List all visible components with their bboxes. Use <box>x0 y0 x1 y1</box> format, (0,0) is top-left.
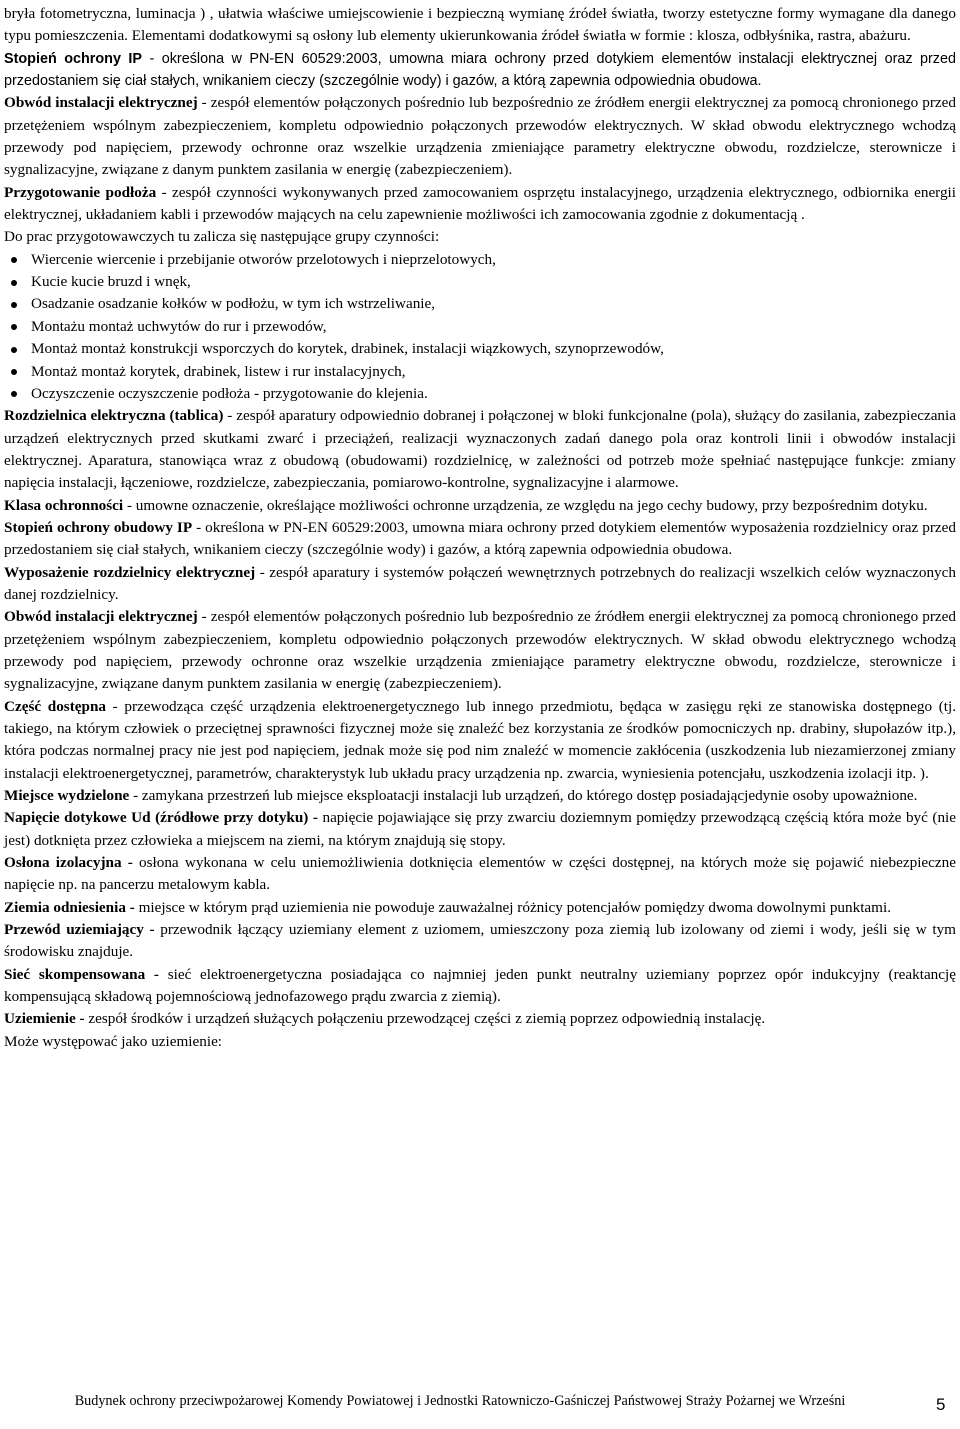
bullet-icon <box>11 280 17 286</box>
list-item: Wiercenie wiercenie i przebijanie otworów przelotowych i nieprzelotowych, <box>4 249 956 271</box>
term: Sieć skompensowana - <box>4 965 159 983</box>
footer-text: Budynek ochrony przeciwpożarowej Komendy Powiatowej i Jednostki Ratowniczo-Gaśniczej Państwowej Straży Pożarnej we Wrześni <box>74 1393 846 1409</box>
term: Miejsce wydzielone <box>4 787 130 805</box>
bullet-list <box>4 249 956 405</box>
paragraph-definition: Stopień ochrony obudowy IP - określona w PN-EN 60529:2003, umowna miara ochrony przed dotykiem elementów wyposażenia rozdzielnicy oraz przed przedostaniem się ciał stałych, wnikaniem cieczy (szczególnie wody) i gazów, a którą zapewnia odpowiednia obudowa. <box>4 518 956 559</box>
paragraph-definition: Wyposażenie rozdzielnicy elektrycznej - zespół aparatury i systemów połączeń wewnętrznych potrzebnych do realizacji wszelkich celów wyznaczonych danej rozdzielnicy. <box>4 563 956 603</box>
term: Stopień ochrony IP <box>4 50 143 67</box>
bullet-icon <box>11 302 17 308</box>
term: Klasa ochronności <box>4 496 124 514</box>
paragraph: Do prac przygotowawczych tu zalicza się następujące grupy czynności: <box>4 228 440 246</box>
bullet-icon <box>11 391 17 397</box>
list-item: Montaż montaż korytek, drabinek, listew i rur instalacyjnych, <box>4 361 956 383</box>
paragraph-definition: Miejsce wydzielone - zamykana przestrzeń lub miejsce eksploatacji instalacji lub urządzeń, do którego dostęp posiadającjedynie osoby upoważnione. <box>4 787 918 805</box>
term: Przygotowanie podłoża <box>4 183 157 201</box>
list-item: Montażu montaż uchwytów do rur i przewodów, <box>4 316 956 338</box>
paragraph-definition: Napięcie dotykowe Ud (źródłowe przy dotyku) - napięcie pojawiające się przy zwarciu doziemnym pomiędzy przewodzącą częścią która może być (nie jest) dotknięta przez człowieka a miejscem na ziemi, na którym znajdują się stopy. <box>4 809 956 849</box>
term: Obwód instalacji elektrycznej <box>4 94 198 112</box>
bullet-icon <box>11 369 17 375</box>
paragraph-definition: Stopień ochrony IP - określona w PN-EN 60529:2003, umowna miara ochrony przed dotykiem elementów instalacji elektrycznej oraz przed przedostaniem się ciał stałych, wnikaniem cieczy (szczególnie wody) i gazów, a którą zapewnia odpowiednia obudowa. <box>4 50 957 90</box>
term: Część dostępna <box>4 697 106 715</box>
bullet-icon <box>11 347 17 353</box>
bullet-icon <box>11 257 17 263</box>
paragraph: Może występować jako uziemienie: <box>4 1032 223 1050</box>
term: Wyposażenie rozdzielnicy elektrycznej <box>4 563 256 581</box>
term: Rozdzielnica elektryczna (tablica) <box>4 407 224 425</box>
page-number: 5 <box>936 1395 946 1414</box>
bullet-icon <box>11 324 17 330</box>
term: Osłona izolacyjna - <box>4 854 133 872</box>
paragraph-definition: Osłona izolacyjna - osłona wykonana w celu uniemożliwienia dotknięcia elementów w części dostępnej, na których może się pojawić niebezpieczne napięcie np. na pancerzu metalowym kabla. <box>4 854 956 894</box>
paragraph-definition: Przygotowanie podłoża - zespół czynności wykonywanych przed zamocowaniem osprzętu instalacyjnego, urządzenia elektrycznego, odbiornika energii elektrycznej, układaniem kabli i przewodów mających na celu zapewnienie możliwości ich zamocowania zgodnie z dokumentacją . <box>4 183 957 224</box>
term: Uziemienie - <box>4 1010 85 1028</box>
paragraph-definition: Część dostępna - przewodząca część urządzenia elektroenergetycznego lub innego przedmiotu, będąca w zasięgu ręki ze stanowiska dostępnego (tj. takiego, na którym człowiek o przeciętnej sprawności fizycznej może się znaleźć bez korzystania ze środków pomocniczych np. drabiny, słupołazów itp.), która podczas normalnej pracy nie jest pod napięciem, jednak może się pod nim znaleźć w momencie zakłócenia (uszkodzenia lub niezamierzonej zmiany instalacji elektroenergetycznej, parametrów, charakterystyk lub układu pracy urządzenia np. zwarcia, wyniesienia potencjału, uszkodzenia izolacji itp. ). <box>4 697 956 782</box>
list-item: Kucie kucie bruzd i wnęk, <box>4 271 956 293</box>
paragraph-definition: Ziemia odniesienia - miejsce w którym prąd uziemienia nie powoduje zauważalnej różnicy potencjałów pomiędzy dwoma dowolnymi punktami. <box>4 898 891 916</box>
paragraph-definition: Obwód instalacji elektrycznej - zespół elementów połączonych pośrednio lub bezpośrednio ze źródłem energii elektrycznej za pomocą chronionego przed przetężeniem wspólnym zabezpieczeniem, kompletu odpowiednio połączonych przewodów elektrycznych. W skład obwodu elektrycznego wchodzą przewody pod napięciem, przewody ochronne oraz wszelkie urządzenia zmieniające parametry elektryczne obwodu, rozdzielcze, sterownicze i sygnalizacyjne, związane danym punktem zasilania w energię (zabezpieczeniem). <box>4 608 956 693</box>
list-item: Oczyszczenie oczyszczenie podłoża - przygotowanie do klejenia. <box>4 383 956 405</box>
term: Przewód uziemiający - <box>4 921 155 939</box>
list-item: Montaż montaż konstrukcji wsporczych do korytek, drabinek, instalacji wiązkowych, szynoprzewodów, <box>4 338 956 360</box>
paragraph-definition: Uziemienie - zespół środków i urządzeń służących połączeniu przewodzącej części z ziemią poprzez odpowiednią instalację. <box>4 1010 766 1028</box>
paragraph-definition: Przewód uziemiający - przewodnik łączący uziemiany element z uziomem, umieszczony poza ziemią lub izolowany od ziemi i wody, jeśli się w tym środowisku znajduje. <box>4 921 956 961</box>
document-body <box>4 3 956 1053</box>
paragraph-definition: Klasa ochronności - umowne oznaczenie, określające możliwości ochronne urządzenia, ze względu na jego cechy budowy, przy bezpośrednim dotyku. <box>4 496 928 514</box>
paragraph-definition: Obwód instalacji elektrycznej - zespół elementów połączonych pośrednio lub bezpośrednio ze źródłem energii elektrycznej za pomocą chronionego przed przetężeniem wspólnym zabezpieczeniem, kompletu odpowiednio połączonych przewodów elektrycznych. W skład obwodu elektrycznego wchodzą przewody pod napięciem, przewody ochronne oraz wszelkie urządzenia zmieniające parametry elektryczne obwodu, rozdzielcze, sterownicze i sygnalizacyjne, związane z danym punktem zasilania w energię (zabezpieczeniem). <box>4 94 956 179</box>
term: Stopień ochrony obudowy IP <box>4 518 193 536</box>
term: Obwód instalacji elektrycznej <box>4 608 198 626</box>
term: Ziemia odniesienia - <box>4 898 135 916</box>
paragraph-definition: Sieć skompensowana - sieć elektroenergetyczna posiadająca co najmniej jeden punkt neutralny uziemiany poprzez opór indukcyjny (reaktancję kompensującą składową pojemnościową jednofazowego prądu zwarcia z ziemią). <box>4 965 956 1006</box>
list-item: Osadzanie osadzanie kołków w podłożu, w tym ich wstrzeliwanie, <box>4 293 956 315</box>
paragraph-definition: Rozdzielnica elektryczna (tablica) - zespół aparatury odpowiednio dobranej i połączonej w bloki funkcjonalne (pola), służący do zasilania, zabezpieczania urządzeń elektrycznych przed skutkami zwarć i przeciążeń, realizacji wyznaczonych zadań danego pola oraz kontroli linii i obwodów instalacji elektrycznej. Aparatura, stanowiąca wraz z obudową (obudowami) rozdzielnicę, w zależności od potrzeb może spełniać następujące funkcje: zmiany napięcia instalacji, łączeniowe, rozdzielcze, zabezpieczania, pomiarowo-kontrolne, sygnalizacyjne i alarmowe. <box>4 407 956 492</box>
term: Napięcie dotykowe Ud (źródłowe przy dotyku) - <box>4 809 318 827</box>
paragraph: bryła fotometryczna, luminacja ) , ułatwia właściwe umiejscowienie i bezpieczną wymianę źródeł światła, tworzy estetyczne formy wymagane dla danego typu pomieszczenia. Elementami dodatkowymi są osłony lub elementy ukierunkowania źródeł światła w formie : klosza, odbłyśnika, rastra, abażuru. <box>4 5 956 45</box>
